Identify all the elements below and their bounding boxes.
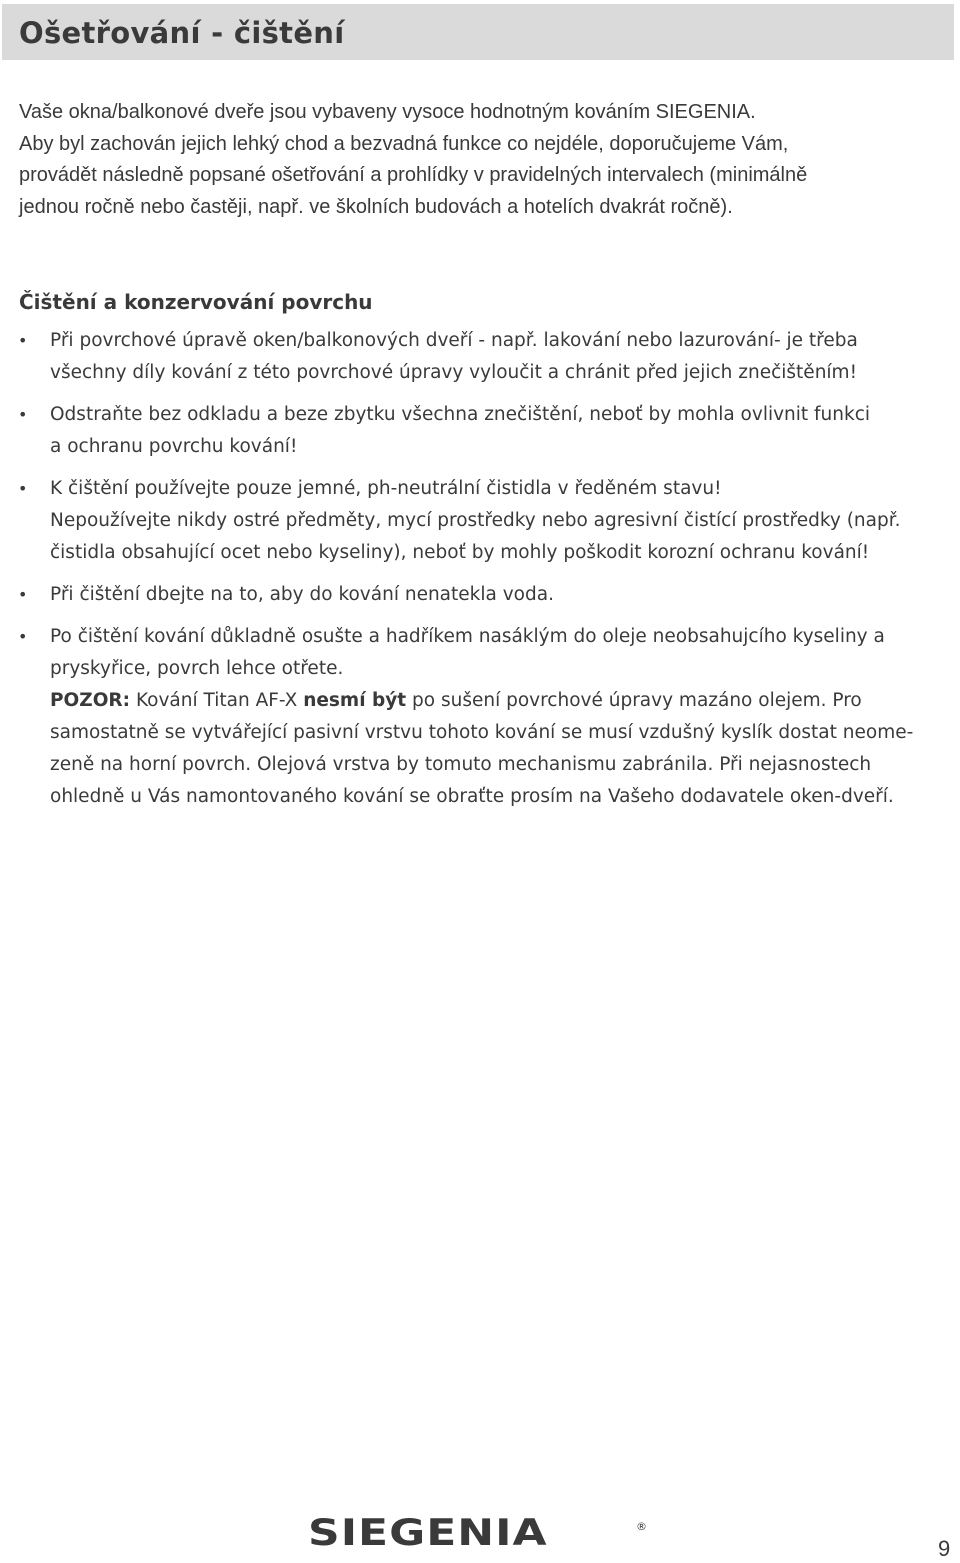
bullet-line: Odstraňte bez odkladu a beze zbytku všechna znečištění, neboť by mohla ovlivnit funkci [50, 404, 871, 425]
bullet-icon: • [18, 585, 28, 604]
warning-text: Kování Titan AF-X [130, 690, 304, 711]
list-item [0, 579, 930, 611]
bullet-line: Při čištění dbejte na to, aby do kování nenatekla voda. [50, 584, 554, 605]
list-item [0, 399, 930, 463]
intro-line: Vaše okna/balkonové dveře jsou vybaveny vysoce hodnotným kováním SIEGENIA. [19, 101, 756, 123]
bullet-line: čistidla obsahující ocet nebo kyseliny), neboť by mohly poškodit korozní ochranu kování! [50, 542, 870, 563]
warning-text: po sušení povrchové úpravy mazáno olejem. Pro [406, 690, 862, 711]
bullet-line: a ochranu povrchu kování! [50, 436, 298, 457]
bullet-list [0, 325, 960, 823]
intro-line: Aby byl zachován jejich lehký chod a bezvadná funkce co nejdéle, doporučujeme Vám, [19, 132, 789, 155]
section-heading: Čištění a konzervování povrchu [19, 290, 373, 314]
bullet-icon: • [18, 405, 28, 424]
intro-line: jednou ročně nebo častěji, např. ve školních budovách a hotelích dvakrát ročně). [19, 195, 733, 218]
page-number: 9 [938, 1536, 951, 1561]
bullet-line: K čištění používejte pouze jemné, ph-neutrální čistidla v ředěném stavu! [50, 478, 722, 499]
warning-line [50, 685, 930, 717]
bullet-line: všechny díly kování z této povrchové úpravy vyloučit a chránit před jejich znečištěním! [50, 362, 857, 383]
warning-line: samostatně se vytvářející pasivní vrstvu tohoto kování se musí vzdušný kyslík dostat neome- [50, 722, 914, 743]
intro-paragraph [19, 97, 939, 223]
bullet-line: Nepoužívejte nikdy ostré předměty, mycí prostředky nebo agresivní čistící prostředky (např. [50, 510, 901, 531]
page-title: Ošetřování - čištění [19, 16, 345, 50]
list-item [0, 325, 930, 389]
intro-line: provádět následně popsané ošetřování a prohlídky v pravidelných intervalech (minimálně [19, 164, 808, 186]
bullet-line: pryskyřice, povrch lehce otřete. [50, 658, 344, 679]
registered-mark: ® [636, 1520, 647, 1533]
bullet-icon: • [18, 627, 28, 646]
bullet-line: Při povrchové úpravě oken/balkonových dveří - např. lakování nebo lazurování- je třeba [50, 330, 858, 351]
warning-label: POZOR: [50, 690, 131, 711]
bullet-line: Po čištění kování důkladně osušte a hadříkem nasáklým do oleje neobsahujcího kyseliny a [50, 626, 885, 647]
list-item [0, 473, 930, 569]
warning-line: ohledně u Vás namontovaného kování se obraťte prosím na Vašeho dodavatele oken-dveří. [50, 786, 894, 807]
bullet-icon: • [18, 479, 28, 498]
title-bar [2, 4, 954, 60]
list-item [0, 621, 930, 813]
siegenia-logo: SIEGENIA [308, 1512, 548, 1554]
warning-emphasis: nesmí být [303, 690, 407, 711]
warning-line: zeně na horní povrch. Olejová vrstva by tomuto mechanismu zabránila. Při nejasnostech [50, 754, 872, 775]
bullet-icon: • [18, 331, 28, 350]
